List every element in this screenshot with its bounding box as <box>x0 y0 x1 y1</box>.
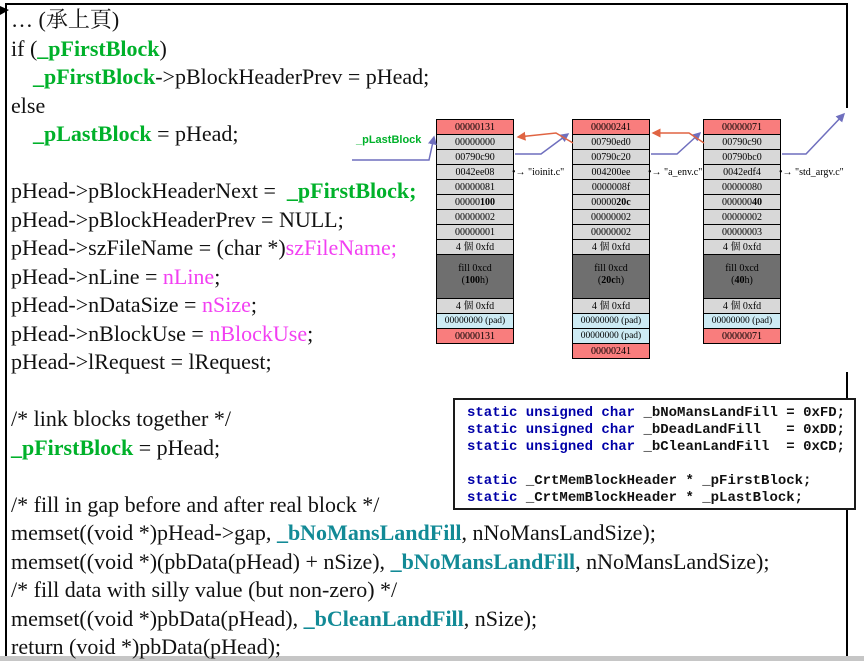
memory-cell: 00790c90 <box>436 149 514 165</box>
text-segment: ->pBlockHeaderPrev = pHead; <box>155 64 430 89</box>
size-marker-cell: 00000131 <box>436 119 514 135</box>
code-line <box>11 633 769 661</box>
code-line <box>11 605 769 634</box>
hex-text: 40 <box>752 197 762 208</box>
text-segment: static unsigned char <box>467 405 644 421</box>
declaration-line <box>467 439 848 456</box>
memory-cell: 00000080 <box>703 179 781 195</box>
text-segment: = pHead; <box>151 121 239 146</box>
nomansland-guard-cell: 4 個 0xfd <box>436 239 514 255</box>
padding-cell: 00000000 (pad) <box>436 313 514 329</box>
fill-text: h) <box>480 275 489 286</box>
nomansland-guard-cell: 4 個 0xfd <box>703 298 781 314</box>
memory-cell: 0042ee08 <box>436 164 514 180</box>
filename-pointer-label: •→ "std_argv.c" <box>779 167 844 178</box>
text-segment: ; <box>214 263 221 289</box>
text-segment: _bNoMansLandFill <box>276 520 462 545</box>
text-segment: , nSize); <box>463 605 538 631</box>
code-line <box>11 548 769 577</box>
hex-text: 20c <box>616 197 631 208</box>
text-segment: ) <box>159 35 167 61</box>
memory-cell: 00000002 <box>572 224 650 240</box>
nomansland-guard-cell: 4 個 0xfd <box>436 298 514 314</box>
text-segment: _bDeadLandFill = 0xDD; <box>643 422 846 438</box>
text-segment: pHead->lRequest = lRequest; <box>11 349 272 374</box>
fill-text <box>573 275 649 287</box>
memory-cell: 00790ed0 <box>572 134 650 150</box>
text-segment: pHead->nDataSize = <box>11 292 202 317</box>
fill-text <box>704 275 780 287</box>
hex-text: 000000 <box>722 197 752 208</box>
filename-pointer-label: •→ "a_env.c" <box>648 167 703 178</box>
text-segment: _CrtMemBlockHeader * _pLastBlock; <box>525 490 804 506</box>
text-segment: memset((void *)pbData(pHead), <box>11 605 304 631</box>
fill-text: 20c <box>601 275 616 286</box>
fill-text: ( <box>461 275 465 286</box>
memory-cell: 00790c20 <box>572 149 650 165</box>
cursor-arrow-icon <box>0 6 9 15</box>
text-segment: pHead->pBlockHeaderNext = <box>11 178 287 203</box>
memory-block-std-argv <box>703 119 781 344</box>
hex-text: 00000 <box>591 197 617 208</box>
text-segment: memset((void *)(pbData(pHead) + nSize), <box>11 548 391 574</box>
text-segment: szFileName; <box>285 235 397 260</box>
fill-text: h) <box>744 275 753 286</box>
fill-text: 40 <box>734 275 745 286</box>
memory-cell: 0042edf4 <box>703 164 781 180</box>
text-segment: _bNoMansLandFill <box>390 548 576 574</box>
text-segment: _pLastBlock <box>33 121 152 146</box>
text-segment: , nNoMansLandSize); <box>575 548 770 574</box>
text-segment: _CrtMemBlockHeader * _pFirstBlock; <box>525 473 812 489</box>
padding-cell: 00000000 (pad) <box>703 313 781 329</box>
text-segment: pHead->szFileName = (char *) <box>11 235 286 260</box>
data-fill-cell <box>436 254 514 299</box>
text-segment: nSize <box>201 292 251 317</box>
text-segment: /* fill data with silly value (but non-zero) */ <box>11 577 398 602</box>
text-segment: memset((void *)pHead->gap, <box>11 520 277 545</box>
text-segment: , nNoMansLandSize); <box>461 520 656 545</box>
declaration-line <box>467 473 848 490</box>
declaration-line <box>467 456 848 473</box>
text-segment: pHead->pBlockHeaderPrev = NULL; <box>11 206 344 232</box>
code-line <box>11 63 769 92</box>
fill-text: fill 0xcd <box>594 263 628 274</box>
text-segment: ; <box>250 292 257 317</box>
memory-cell <box>436 194 514 210</box>
text-segment: /* fill in gap before and after real block */ <box>11 491 380 517</box>
text-segment: static <box>467 490 526 506</box>
hex-text: 100 <box>480 197 495 208</box>
text-segment: pHead->nBlockUse = <box>11 320 210 346</box>
size-marker-cell: 00000241 <box>572 343 650 359</box>
declarations-box <box>453 398 856 510</box>
filename-pointer-label: •→ "ioinit.c" <box>512 167 565 178</box>
memory-cell: 00000003 <box>703 224 781 240</box>
code-line <box>11 519 769 548</box>
text-segment: _pFirstBlock; <box>286 178 417 203</box>
data-fill-cell <box>703 254 781 299</box>
text-segment: … (承上頁) <box>11 7 120 32</box>
memory-cell: 00000002 <box>436 209 514 225</box>
size-marker-cell: 00000071 <box>703 328 781 344</box>
code-line <box>11 35 769 64</box>
text-segment: static unsigned char <box>467 422 644 438</box>
text-segment: _bCleanLandFill <box>303 605 464 631</box>
fill-text: h) <box>615 275 625 286</box>
memory-cell: 0000008f <box>572 179 650 195</box>
hex-text: 00000 <box>455 197 480 208</box>
text-segment: static <box>467 473 526 489</box>
text-segment: nBlockUse <box>209 320 308 346</box>
fill-text: ( <box>597 275 602 286</box>
text-segment: /* link blocks together */ <box>11 406 231 431</box>
fill-text: ( <box>731 275 735 286</box>
code-line <box>11 6 769 35</box>
text-segment: _pFirstBlock <box>33 64 156 89</box>
text-segment: static unsigned char <box>467 439 644 455</box>
declaration-line <box>467 422 848 439</box>
memory-cell: 00000081 <box>436 179 514 195</box>
memory-cell: 00790bc0 <box>703 149 781 165</box>
text-segment: pHead->nLine = <box>11 263 163 289</box>
padding-cell: 00000000 (pad) <box>572 328 650 344</box>
memory-cell: 00000000 <box>436 134 514 150</box>
padding-cell: 00000000 (pad) <box>572 313 650 329</box>
memory-cell: 00000002 <box>572 209 650 225</box>
nomansland-guard-cell: 4 個 0xfd <box>703 239 781 255</box>
fill-text: fill 0xcd <box>458 263 492 274</box>
memory-block-ioinit <box>436 119 514 344</box>
text-segment: return (void *)pbData(pHead); <box>11 634 282 659</box>
text-segment: _bNoMansLandFill = 0xFD; <box>643 405 846 421</box>
memory-cell <box>703 194 781 210</box>
size-marker-cell: 00000071 <box>703 119 781 135</box>
fill-text <box>437 275 513 287</box>
nomansland-guard-cell: 4 個 0xfd <box>572 298 650 314</box>
memory-cell: 00790c90 <box>703 134 781 150</box>
size-marker-cell: 00000241 <box>572 119 650 135</box>
fill-text: fill 0xcd <box>725 263 759 274</box>
data-fill-cell <box>572 254 650 299</box>
declaration-line <box>467 405 848 422</box>
text-segment: _pFirstBlock <box>11 434 134 460</box>
text-segment: = pHead; <box>133 434 221 460</box>
text-segment: if ( <box>11 35 38 61</box>
memory-cell: 004200ee <box>572 164 650 180</box>
text-segment: _pFirstBlock <box>37 35 160 61</box>
memory-cell: 00000001 <box>436 224 514 240</box>
memory-cell: 00000002 <box>703 209 781 225</box>
declaration-line <box>467 490 848 507</box>
code-line <box>11 576 769 605</box>
memory-cell <box>572 194 650 210</box>
size-marker-cell: 00000131 <box>436 328 514 344</box>
memory-block-a-env <box>572 119 650 359</box>
text-segment: nLine <box>162 263 215 289</box>
text-segment: _bCleanLandFill = 0xCD; <box>643 439 846 455</box>
memory-diagram <box>432 108 864 372</box>
text-segment: ; <box>307 320 314 346</box>
nomansland-guard-cell: 4 個 0xfd <box>572 239 650 255</box>
plastblock-label: _pLastBlock <box>356 134 422 146</box>
text-segment: else <box>11 92 46 118</box>
fill-text: 100 <box>465 275 480 286</box>
